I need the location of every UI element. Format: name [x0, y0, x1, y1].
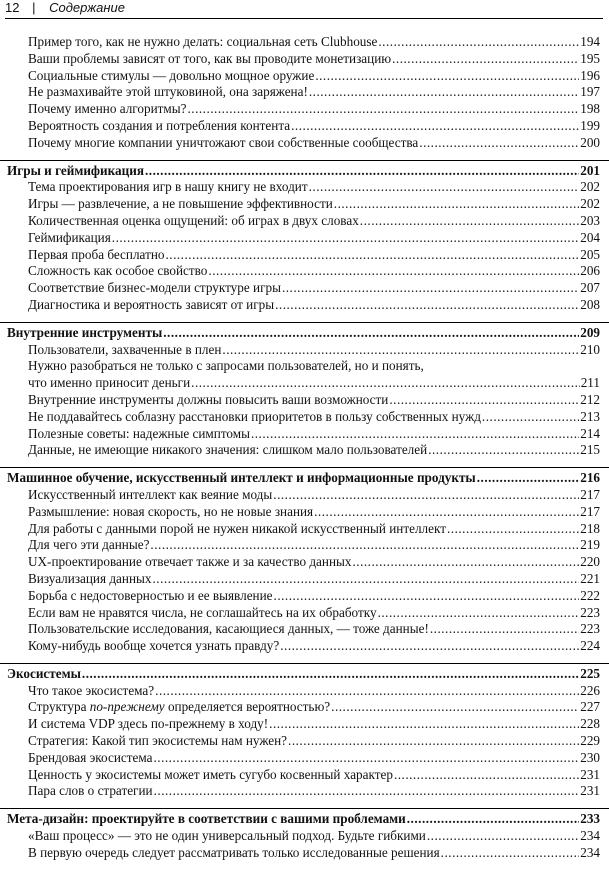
toc-entry-title: Ценность у экосистемы может иметь сугубо косвенный характер	[28, 766, 393, 782]
toc-entry-title: И система VDP здесь по-прежнему в ходу!	[28, 716, 269, 732]
toc-entry-title: Пара слов о стратегии	[28, 783, 153, 799]
chapter-page: 201	[580, 162, 600, 178]
toc-chapter-heading	[0, 666, 609, 683]
toc-entry-title: Ваши проблемы зависят от того, как вы проводите монетизацию	[28, 50, 392, 66]
dot-leader	[282, 280, 579, 297]
dot-leader	[334, 196, 579, 213]
toc-entry-page: 204	[580, 229, 600, 245]
dot-leader	[315, 68, 579, 85]
dot-leader	[208, 263, 579, 280]
toc-entry-title-part: определяется вероятностью?	[164, 699, 331, 715]
dot-leader	[274, 588, 580, 605]
dot-leader	[394, 767, 579, 784]
dot-leader	[165, 247, 579, 264]
toc-entry-title: Социальные стимулы — довольно мощное оружие	[28, 67, 315, 83]
toc-entry-page: 208	[580, 296, 600, 312]
toc-entry-title: Геймификация	[28, 229, 111, 245]
toc-entry-page: 226	[580, 682, 600, 698]
toc-chapter-heading	[0, 163, 609, 180]
dot-leader	[378, 34, 579, 51]
toc-section	[0, 663, 609, 800]
toc-entry-page: 202	[580, 196, 600, 212]
toc-entry	[0, 213, 609, 230]
toc-section	[0, 34, 609, 152]
toc-entry	[0, 34, 609, 51]
dot-leader	[378, 605, 580, 622]
dot-leader	[82, 666, 579, 683]
toc-entry	[0, 118, 609, 135]
toc-entry-title: Соответствие бизнес-модели структуре игры	[28, 280, 281, 296]
dot-leader	[191, 375, 580, 392]
toc-section	[0, 808, 609, 861]
dot-leader	[389, 392, 579, 409]
chapter-title: Мета-дизайн: проектируйте в соответствии с вашими проблемами	[7, 811, 406, 827]
table-of-contents	[0, 34, 609, 862]
toc-entry	[0, 196, 609, 213]
toc-entry-page: 195	[580, 50, 600, 66]
toc-entry-page: 231	[580, 766, 600, 782]
toc-entry	[0, 571, 609, 588]
toc-entry-page: 227	[580, 699, 600, 715]
dot-leader	[360, 213, 579, 230]
dot-leader	[288, 733, 579, 750]
toc-entry	[0, 783, 609, 800]
toc-entry-title: Стратегия: Какой тип экосистемы нам нужен?	[28, 733, 288, 749]
toc-entry	[0, 638, 609, 655]
toc-entry	[0, 68, 609, 85]
toc-entry-title: Диагностика и вероятность зависят от игры	[28, 296, 275, 312]
toc-entry-page: 223	[580, 621, 600, 637]
toc-entry-page: 213	[580, 408, 600, 424]
toc-entry-page: 231	[580, 783, 600, 799]
toc-entry-title: Почему именно алгоритмы?	[28, 101, 187, 117]
toc-entry-title: Почему многие компании уничтожают свои собственные сообщества	[28, 134, 419, 150]
toc-entry-page: 214	[580, 425, 600, 441]
toc-entry	[0, 716, 609, 733]
dot-leader	[275, 297, 579, 314]
dot-leader	[447, 521, 579, 538]
toc-entry-title-line1: Нужно разобраться не только с запросами пользователей, но и понять,	[28, 358, 424, 374]
dot-leader	[112, 230, 579, 247]
toc-entry-page: 230	[580, 749, 600, 765]
running-title: Содержание	[49, 0, 126, 15]
toc-entry-page: 217	[580, 503, 600, 519]
toc-entry	[0, 588, 609, 605]
toc-entry-page: 219	[580, 537, 600, 553]
dot-leader	[154, 783, 580, 800]
toc-entry	[0, 699, 609, 716]
toc-entry-page: 234	[580, 828, 600, 844]
chapter-title: Игры и геймификация	[7, 162, 144, 178]
toc-entry-page: 215	[580, 442, 600, 458]
toc-entry-title: Пользовательские исследования, касающиеся данных, — тоже данные!	[28, 621, 429, 637]
dot-leader	[150, 537, 579, 554]
toc-entry	[0, 392, 609, 409]
toc-entry-title: В первую очередь следует рассматривать только исследованные решения	[28, 844, 440, 860]
toc-entry-title: Вероятность создания и потребления контента	[28, 117, 291, 133]
toc-entry-title: Пользователи, захваченные в плен	[28, 341, 222, 357]
toc-entry-title: Если вам не нравятся числа, не соглашайтесь на их обработку	[28, 604, 377, 620]
chapter-page: 233	[580, 811, 600, 827]
toc-entry	[0, 263, 609, 280]
dot-leader	[331, 699, 579, 716]
toc-entry-page: 234	[580, 844, 600, 860]
toc-entry-title: Размышление: новая скорость, но не новые знания	[28, 503, 314, 519]
toc-entry-page: 203	[580, 212, 600, 228]
toc-entry-title: Пример того, как не нужно делать: социальная сеть Clubhouse	[28, 34, 378, 49]
toc-entry	[0, 84, 609, 101]
toc-entry-title: Не размахивайте этой штуковиной, она заряжена!	[28, 84, 308, 100]
dot-leader	[392, 51, 579, 68]
toc-entry-wrapped-line	[0, 358, 609, 375]
toc-entry	[0, 767, 609, 784]
dot-leader	[153, 571, 580, 588]
toc-entry-page: 205	[580, 246, 600, 262]
toc-section	[0, 322, 609, 459]
dot-leader	[163, 325, 579, 342]
dot-leader	[153, 750, 579, 767]
toc-entry	[0, 845, 609, 862]
toc-entry-title: Визуализация данных	[28, 570, 152, 586]
dot-leader	[482, 409, 579, 426]
toc-entry-page: 222	[580, 587, 600, 603]
toc-entry-page: 212	[580, 391, 600, 407]
toc-entry-page: 217	[580, 486, 600, 502]
toc-entry-title: Полезные советы: надежные симптомы	[28, 425, 250, 441]
toc-entry	[0, 621, 609, 638]
toc-entry	[0, 101, 609, 118]
toc-entry-page: 210	[580, 341, 600, 357]
toc-entry	[0, 442, 609, 459]
toc-section	[0, 467, 609, 655]
toc-entry-page: 200	[580, 134, 600, 150]
toc-entry-page: 199	[580, 117, 600, 133]
toc-entry	[0, 426, 609, 443]
toc-entry-page: 229	[580, 733, 600, 749]
dot-leader	[251, 426, 579, 443]
toc-entry-page: 196	[580, 67, 600, 83]
toc-entry	[0, 521, 609, 538]
toc-entry-page: 211	[580, 375, 600, 391]
toc-entry-page: 218	[580, 520, 600, 536]
dot-leader	[427, 828, 579, 845]
page-number: 12	[5, 0, 20, 15]
toc-entry-title: Тема проектирования игр в нашу книгу не входит	[28, 179, 308, 195]
toc-entry-title: Первая проба бесплатно	[28, 246, 165, 262]
dot-leader	[407, 811, 579, 828]
toc-entry	[0, 504, 609, 521]
running-head	[5, 0, 603, 19]
toc-entry-title-part: Структура	[28, 699, 90, 715]
chapter-title: Экосистемы	[7, 665, 81, 681]
header-separator: |	[32, 0, 36, 15]
dot-leader	[477, 470, 579, 487]
chapter-title: Внутренние инструменты	[7, 324, 163, 340]
toc-entry-title: «Ваш процесс» — это не один универсальный подход. Будьте гибкими	[28, 828, 426, 844]
toc-entry-page: 224	[580, 638, 600, 654]
toc-entry-title: Игры — развлечение, а не повышение эффективности	[28, 196, 333, 212]
toc-entry	[0, 342, 609, 359]
toc-entry-title: Искусственный интеллект как веяние моды	[28, 486, 273, 502]
toc-entry	[0, 828, 609, 845]
toc-entry-title-emphasis: по-прежнему	[89, 699, 165, 715]
toc-entry-page: 197	[580, 84, 600, 100]
toc-entry-page: 228	[580, 716, 600, 732]
toc-chapter-heading	[0, 811, 609, 828]
chapter-page: 225	[580, 665, 600, 681]
toc-entry-title: что именно приносит деньги	[28, 375, 191, 391]
toc-entry-page: 223	[580, 604, 600, 620]
toc-entry	[0, 297, 609, 314]
dot-leader	[314, 504, 579, 521]
toc-entry-page: 202	[580, 179, 600, 195]
dot-leader	[280, 638, 579, 655]
toc-entry	[0, 409, 609, 426]
toc-entry-title: Количественная оценка ощущений: об играх в двух словах	[28, 212, 359, 228]
dot-leader	[145, 163, 579, 180]
toc-entry	[0, 605, 609, 622]
toc-chapter-heading	[0, 325, 609, 342]
toc-entry	[0, 280, 609, 297]
toc-entry	[0, 554, 609, 571]
toc-entry-page: 198	[580, 101, 600, 117]
toc-entry	[0, 683, 609, 700]
toc-entry-title: Данные, не имеющие никакого значения: слишком мало пользователей	[28, 442, 428, 458]
toc-section	[0, 160, 609, 314]
chapter-page: 216	[580, 470, 600, 486]
dot-leader	[273, 487, 579, 504]
toc-entry	[0, 487, 609, 504]
toc-entry-title: Внутренние инструменты должны повысить ваши возможности	[28, 391, 389, 407]
toc-entry-title: Сложность как особое свойство	[28, 263, 208, 279]
dot-leader	[352, 554, 579, 571]
toc-entry-title: Брендовая экосистема	[28, 749, 153, 765]
dot-leader	[419, 135, 579, 152]
dot-leader	[309, 84, 579, 101]
dot-leader	[291, 118, 579, 135]
toc-entry-title: Кому-нибудь вообще хочется узнать правду?	[28, 638, 280, 654]
toc-entry-page: 206	[580, 263, 600, 279]
toc-entry	[0, 375, 609, 392]
toc-entry-page: 194	[580, 34, 600, 49]
dot-leader	[187, 101, 579, 118]
toc-entry	[0, 135, 609, 152]
toc-chapter-heading	[0, 470, 609, 487]
dot-leader	[269, 716, 579, 733]
toc-entry	[0, 750, 609, 767]
toc-entry	[0, 230, 609, 247]
dot-leader	[430, 621, 579, 638]
dot-leader	[309, 179, 580, 196]
chapter-title: Машинное обучение, искусственный интеллект и информационные продукты	[7, 470, 476, 486]
toc-entry-title: Что такое экосистема?	[28, 682, 155, 698]
toc-entry	[0, 537, 609, 554]
toc-entry-page: 207	[580, 280, 600, 296]
toc-entry-title: Для чего эти данные?	[28, 537, 150, 553]
toc-entry-page: 220	[580, 554, 600, 570]
toc-entry	[0, 733, 609, 750]
toc-entry-page: 221	[580, 570, 600, 586]
dot-leader	[222, 342, 579, 359]
dot-leader	[428, 442, 579, 459]
chapter-page: 209	[580, 324, 600, 340]
dot-leader	[155, 683, 579, 700]
toc-entry-title: Не поддавайтесь соблазну расстановки приоритетов в пользу собственных нужд	[28, 408, 481, 424]
toc-entry-title: UX-проектирование отвечает также и за качество данных	[28, 554, 352, 570]
toc-entry-title: Для работы с данными порой не нужен никакой искусственный интеллект	[28, 520, 446, 536]
toc-entry	[0, 179, 609, 196]
toc-entry-title: Борьба с недостоверностью и ее выявление	[28, 587, 273, 603]
toc-entry-title	[28, 699, 330, 716]
toc-entry	[0, 51, 609, 68]
dot-leader	[441, 845, 580, 862]
toc-entry	[0, 247, 609, 264]
